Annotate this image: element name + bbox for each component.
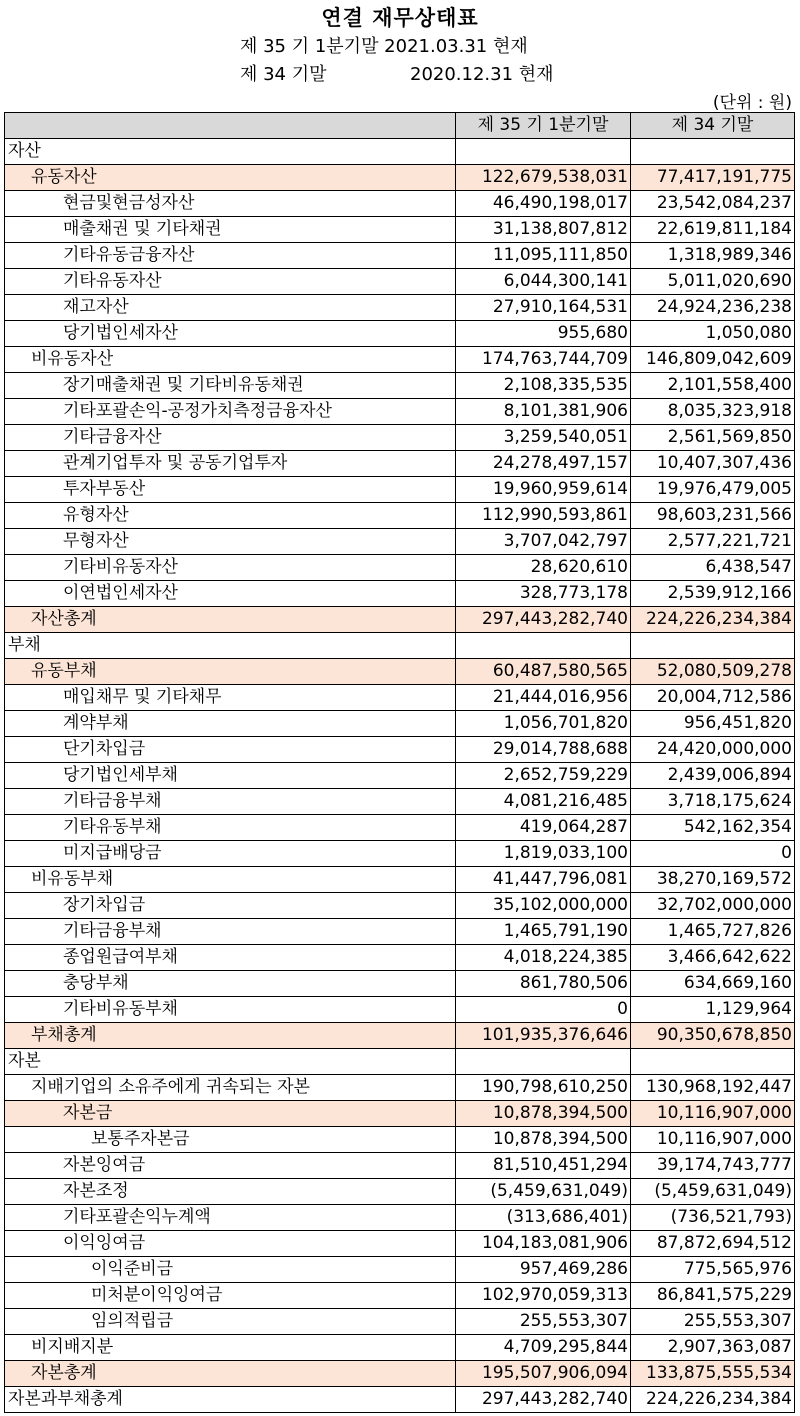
prior-period-value: 20,004,712,586 — [631, 685, 795, 711]
row-label: 무형자산 — [5, 529, 456, 555]
row-label: 기타유동부채 — [5, 815, 456, 841]
prior-period-value: 10,407,307,436 — [631, 451, 795, 477]
table-row — [5, 1023, 795, 1049]
row-label: 자본조정 — [5, 1179, 456, 1205]
report-title: 연결 재무상태표 — [321, 6, 479, 30]
current-period-value: 4,709,295,844 — [456, 1335, 631, 1361]
row-label: 부채총계 — [5, 1023, 456, 1049]
prior-period-value: 775,565,976 — [631, 1257, 795, 1283]
header-prior-period: 제 34 기말 — [631, 113, 795, 139]
current-period-value: 1,465,791,190 — [456, 919, 631, 945]
table-row — [5, 399, 795, 425]
row-label: 단기차입금 — [5, 737, 456, 763]
table-row — [5, 503, 795, 529]
current-period-value: (5,459,631,049) — [456, 1179, 631, 1205]
table-row — [5, 893, 795, 919]
current-period-value: 3,707,042,797 — [456, 529, 631, 555]
current-period-value: 957,469,286 — [456, 1257, 631, 1283]
row-label: 기타금융부채 — [5, 789, 456, 815]
prior-period-value: 5,011,020,690 — [631, 269, 795, 295]
table-row — [5, 1205, 795, 1231]
table-row — [5, 191, 795, 217]
current-period-value: 861,780,506 — [456, 971, 631, 997]
prior-period-value: 90,350,678,850 — [631, 1023, 795, 1049]
row-label: 재고자산 — [5, 295, 456, 321]
row-label: 기타포괄손익-공정가치측정금융자산 — [5, 399, 456, 425]
prior-period-value: 1,050,080 — [631, 321, 795, 347]
current-period-value: 41,447,796,081 — [456, 867, 631, 893]
row-label: 이익잉여금 — [5, 1231, 456, 1257]
report-header — [0, 0, 800, 112]
row-label: 자본 — [5, 1049, 456, 1075]
current-period-value: 27,910,164,531 — [456, 295, 631, 321]
row-label: 자본잉여금 — [5, 1153, 456, 1179]
prior-period-value: 38,270,169,572 — [631, 867, 795, 893]
current-period-value — [456, 139, 631, 165]
table-row — [5, 815, 795, 841]
prior-period-value: 24,420,000,000 — [631, 737, 795, 763]
table-row — [5, 971, 795, 997]
current-period-value: 3,259,540,051 — [456, 425, 631, 451]
table-row — [5, 997, 795, 1023]
table-row — [5, 451, 795, 477]
current-period-value: 35,102,000,000 — [456, 893, 631, 919]
current-period-value: 29,014,788,688 — [456, 737, 631, 763]
row-label: 미지급배당금 — [5, 841, 456, 867]
current-period-value: 101,935,376,646 — [456, 1023, 631, 1049]
table-row — [5, 763, 795, 789]
current-period-value — [456, 633, 631, 659]
table-row — [5, 555, 795, 581]
header-current-period: 제 35 기 1분기말 — [456, 113, 631, 139]
current-period-value: 2,652,759,229 — [456, 763, 631, 789]
table-row — [5, 919, 795, 945]
row-label: 비유동자산 — [5, 347, 456, 373]
row-label: 장기차입금 — [5, 893, 456, 919]
table-row — [5, 1153, 795, 1179]
table-row — [5, 1127, 795, 1153]
prior-period-value: 1,318,989,346 — [631, 243, 795, 269]
current-period-value: 2,108,335,535 — [456, 373, 631, 399]
current-period-value: 1,056,701,820 — [456, 711, 631, 737]
current-period-value: 19,960,959,614 — [456, 477, 631, 503]
table-header-row — [5, 113, 795, 139]
current-period-value: 8,101,381,906 — [456, 399, 631, 425]
table-row — [5, 867, 795, 893]
table-row — [5, 295, 795, 321]
row-label: 자본과부채총계 — [5, 1387, 456, 1413]
current-period-value: 112,990,593,861 — [456, 503, 631, 529]
table-row — [5, 425, 795, 451]
prior-period-value: 956,451,820 — [631, 711, 795, 737]
current-period-value: 6,044,300,141 — [456, 269, 631, 295]
table-row — [5, 269, 795, 295]
row-label: 매입채무 및 기타채무 — [5, 685, 456, 711]
current-period-value: 46,490,198,017 — [456, 191, 631, 217]
current-period-value: 174,763,744,709 — [456, 347, 631, 373]
row-label: 당기법인세자산 — [5, 321, 456, 347]
table-row — [5, 1309, 795, 1335]
table-row — [5, 737, 795, 763]
table-row — [5, 659, 795, 685]
prior-period-value: 24,924,236,238 — [631, 295, 795, 321]
row-label: 매출채권 및 기타채권 — [5, 217, 456, 243]
current-period-value: 10,878,394,500 — [456, 1127, 631, 1153]
current-period-value: 102,970,059,313 — [456, 1283, 631, 1309]
row-label: 지배기업의 소유주에게 귀속되는 자본 — [5, 1075, 456, 1101]
current-period-value: 328,773,178 — [456, 581, 631, 607]
prior-period-value: 39,174,743,777 — [631, 1153, 795, 1179]
current-period-value: 297,443,282,740 — [456, 1387, 631, 1413]
table-row — [5, 347, 795, 373]
table-row — [5, 633, 795, 659]
prior-period-value: 3,718,175,624 — [631, 789, 795, 815]
current-period-value: 1,819,033,100 — [456, 841, 631, 867]
row-label: 기타유동자산 — [5, 269, 456, 295]
prior-period-value: 1,129,964 — [631, 997, 795, 1023]
current-period-value: 21,444,016,956 — [456, 685, 631, 711]
prior-period-value: 22,619,811,184 — [631, 217, 795, 243]
table-row — [5, 1179, 795, 1205]
prior-period-value: 98,603,231,566 — [631, 503, 795, 529]
row-label: 계약부채 — [5, 711, 456, 737]
prior-period-value: (736,521,793) — [631, 1205, 795, 1231]
prior-period-value: 224,226,234,384 — [631, 1387, 795, 1413]
table-row — [5, 1387, 795, 1413]
table-row — [5, 139, 795, 165]
table-row — [5, 1361, 795, 1387]
table-row — [5, 841, 795, 867]
row-label: 자본금 — [5, 1101, 456, 1127]
table-row — [5, 217, 795, 243]
current-period-value: 195,507,906,094 — [456, 1361, 631, 1387]
prior-period-value — [631, 139, 795, 165]
table-row — [5, 1049, 795, 1075]
current-period-value: 24,278,497,157 — [456, 451, 631, 477]
row-label: 임의적립금 — [5, 1309, 456, 1335]
row-label: 기타유동금융자산 — [5, 243, 456, 269]
prior-period-value: 542,162,354 — [631, 815, 795, 841]
prior-period-value: 10,116,907,000 — [631, 1127, 795, 1153]
current-period-value: 81,510,451,294 — [456, 1153, 631, 1179]
row-label: 기타금융부채 — [5, 919, 456, 945]
prior-period-value: 2,577,221,721 — [631, 529, 795, 555]
table-row — [5, 789, 795, 815]
current-period-value: 60,487,580,565 — [456, 659, 631, 685]
table-row — [5, 1231, 795, 1257]
prior-period-value: 10,116,907,000 — [631, 1101, 795, 1127]
row-label: 이연법인세자산 — [5, 581, 456, 607]
table-row — [5, 165, 795, 191]
row-label: 보통주자본금 — [5, 1127, 456, 1153]
prior-period-value: 0 — [631, 841, 795, 867]
table-row — [5, 1075, 795, 1101]
table-row — [5, 1335, 795, 1361]
current-period-value: (313,686,401) — [456, 1205, 631, 1231]
prior-period-value: 2,561,569,850 — [631, 425, 795, 451]
prior-period-date: 2020.12.31 현재 — [410, 64, 554, 85]
prior-period-label: 제 34 기말 — [240, 64, 327, 85]
prior-period-value: 146,809,042,609 — [631, 347, 795, 373]
current-period-value: 10,878,394,500 — [456, 1101, 631, 1127]
current-period-value: 255,553,307 — [456, 1309, 631, 1335]
prior-period-value: 2,101,558,400 — [631, 373, 795, 399]
prior-period-value: 86,841,575,229 — [631, 1283, 795, 1309]
unit-label: (단위 : 원) — [712, 93, 792, 113]
table-row — [5, 685, 795, 711]
table-row — [5, 945, 795, 971]
prior-period-value: 1,465,727,826 — [631, 919, 795, 945]
current-period-value: 31,138,807,812 — [456, 217, 631, 243]
header-item — [5, 113, 456, 139]
current-period-value: 11,095,111,850 — [456, 243, 631, 269]
row-label: 유형자산 — [5, 503, 456, 529]
current-period-value: 4,081,216,485 — [456, 789, 631, 815]
row-label: 비유동부채 — [5, 867, 456, 893]
prior-period-value: 2,439,006,894 — [631, 763, 795, 789]
prior-period-value: 77,417,191,775 — [631, 165, 795, 191]
row-label: 부채 — [5, 633, 456, 659]
table-row — [5, 607, 795, 633]
row-label: 관계기업투자 및 공동기업투자 — [5, 451, 456, 477]
row-label: 자산총계 — [5, 607, 456, 633]
table-row — [5, 1257, 795, 1283]
current-period-value — [456, 1049, 631, 1075]
prior-period-value: 8,035,323,918 — [631, 399, 795, 425]
prior-period-value: 634,669,160 — [631, 971, 795, 997]
prior-period-value: 255,553,307 — [631, 1309, 795, 1335]
current-period-value: 190,798,610,250 — [456, 1075, 631, 1101]
current-period-value: 297,443,282,740 — [456, 607, 631, 633]
prior-period-value: 32,702,000,000 — [631, 893, 795, 919]
prior-period-value: 130,968,192,447 — [631, 1075, 795, 1101]
current-period-value: 0 — [456, 997, 631, 1023]
prior-period-value — [631, 633, 795, 659]
current-period-value: 104,183,081,906 — [456, 1231, 631, 1257]
row-label: 당기법인세부채 — [5, 763, 456, 789]
row-label: 이익준비금 — [5, 1257, 456, 1283]
table-row — [5, 477, 795, 503]
row-label: 현금및현금성자산 — [5, 191, 456, 217]
table-row — [5, 529, 795, 555]
current-period-value: 122,679,538,031 — [456, 165, 631, 191]
table-row — [5, 581, 795, 607]
row-label: 기타비유동부채 — [5, 997, 456, 1023]
table-row — [5, 373, 795, 399]
row-label: 유동부채 — [5, 659, 456, 685]
current-period-value: 419,064,287 — [456, 815, 631, 841]
row-label: 자본총계 — [5, 1361, 456, 1387]
table-row — [5, 243, 795, 269]
prior-period-value: 133,875,555,534 — [631, 1361, 795, 1387]
row-label: 충당부채 — [5, 971, 456, 997]
row-label: 자산 — [5, 139, 456, 165]
prior-period-value: 6,438,547 — [631, 555, 795, 581]
row-label: 미처분이익잉여금 — [5, 1283, 456, 1309]
table-row — [5, 711, 795, 737]
prior-period-value: 52,080,509,278 — [631, 659, 795, 685]
prior-period-value — [631, 1049, 795, 1075]
row-label: 기타비유동자산 — [5, 555, 456, 581]
current-period-value: 4,018,224,385 — [456, 945, 631, 971]
current-period-value: 28,620,610 — [456, 555, 631, 581]
prior-period-value: (5,459,631,049) — [631, 1179, 795, 1205]
prior-period-value: 3,466,642,622 — [631, 945, 795, 971]
table-row — [5, 1283, 795, 1309]
table-body — [5, 139, 795, 1413]
prior-period-value: 87,872,694,512 — [631, 1231, 795, 1257]
row-label: 비지배지분 — [5, 1335, 456, 1361]
prior-period-value: 2,907,363,087 — [631, 1335, 795, 1361]
prior-period-value: 2,539,912,166 — [631, 581, 795, 607]
row-label: 기타포괄손익누계액 — [5, 1205, 456, 1231]
table-row — [5, 1101, 795, 1127]
current-period-label: 제 35 기 1분기말 2021.03.31 현재 — [240, 36, 528, 57]
row-label: 장기매출채권 및 기타비유동채권 — [5, 373, 456, 399]
prior-period-value: 23,542,084,237 — [631, 191, 795, 217]
balance-sheet-table — [4, 112, 795, 1413]
prior-period-value: 19,976,479,005 — [631, 477, 795, 503]
table-row — [5, 321, 795, 347]
prior-period-value: 224,226,234,384 — [631, 607, 795, 633]
row-label: 투자부동산 — [5, 477, 456, 503]
row-label: 기타금융자산 — [5, 425, 456, 451]
current-period-value: 955,680 — [456, 321, 631, 347]
row-label: 종업원급여부채 — [5, 945, 456, 971]
row-label: 유동자산 — [5, 165, 456, 191]
